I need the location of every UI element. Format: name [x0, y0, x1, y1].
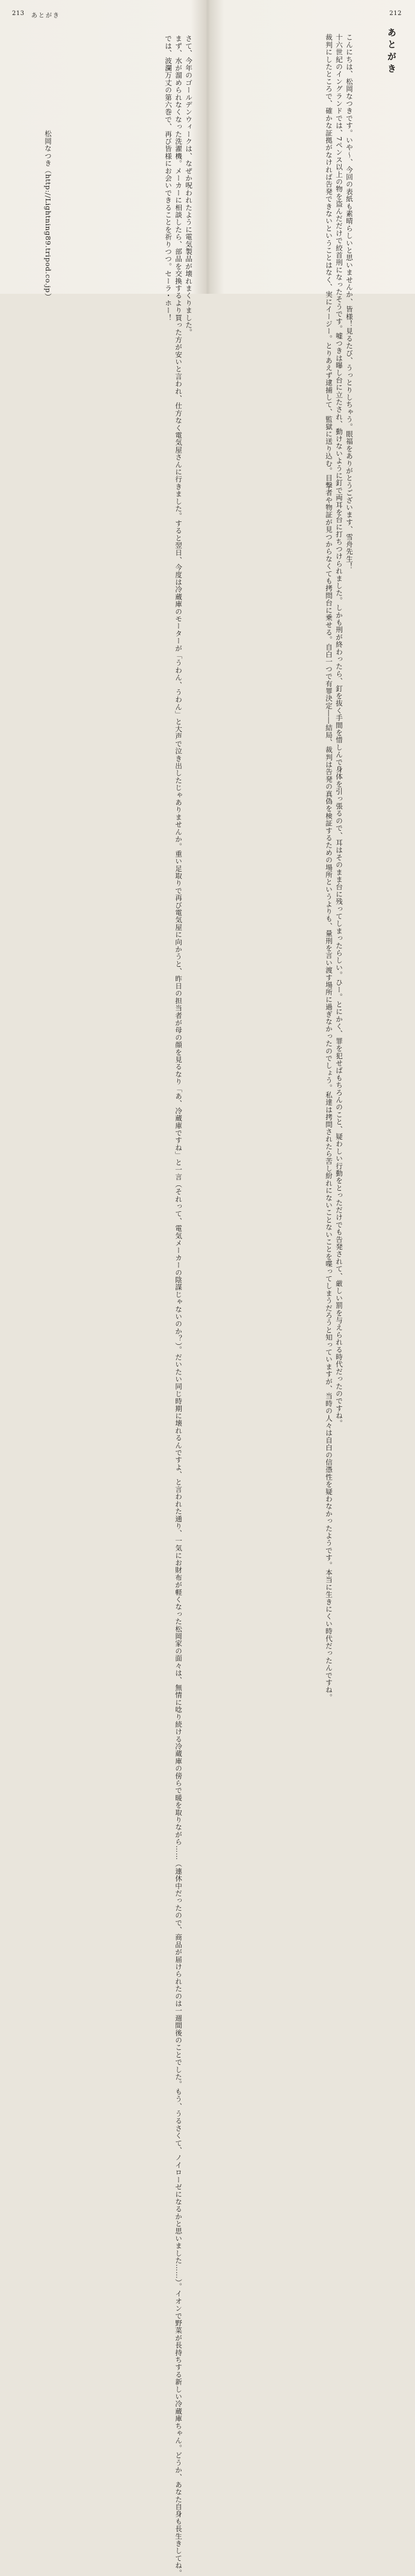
paragraph: こんにちは、松岡なつきです。いや〜、今回の表紙も素晴らしいと思いませんか、皆様！見るたび、うっとりしちゃう。眼福をありがとうございます、雪舟先生！ [345, 33, 354, 570]
page-number-right: 212 [389, 10, 402, 17]
running-head: あとがき [31, 13, 60, 19]
left-body-text [67, 28, 194, 2576]
paragraph: では、波瀾万丈の第六巻で、再び皆様にお会いできることを祈りつつ。セーラ・ホー！ [164, 34, 173, 321]
page-number-left: 213 [12, 10, 25, 17]
paragraph: 裁判にしたところで、確かな証拠がなければ告発できないということはなく、実にイージー。とりあえず逮捕して、監獄に送り込む。目撃者や物証が見つからなくても拷問台に乗せる。自白一つで有罪決定――結局、裁判は告発の真偽を検証するための場所というよりも、量刑を言い渡す場所に過ぎなかったのでしょう。私達は拷問されたら苦し紛れにないことないことを喋ってしまうだろうと知っていますが、当時の人々は自白の信憑性を疑わなかったようです。本当に生きにくい時代だったんですね。 [325, 33, 333, 1701]
paragraph: まず、水が溜められなくなった洗濯機。メーカーに相談したら、部品を交換するより買った方が安いと言われ、仕方なく電気屋さんに行きました。すると翌日、今度は冷蔵庫のモーターが「うわん、うわん」と大声で泣き出したじゃありませんか。重い足取りで再び電気屋に向かうと、昨日の担当者が母の顔を見るなり「あ、冷蔵庫ですね」と一言（それって、電気メーカーの陰謀じゃないのか？）。だいたい同じ時期に壊れるんですよ、と言われた通り、一気にお財布が軽くなった松岡家の面々は、無情に唸り続ける冷蔵庫の傍らで暖を取りながら……（連休中だったので、商品が届けられたのは一週間後のことでした。もう、うるさくて、ノイローゼになるかと思いました……）。イオンで野菜が長持ちする新しい冷蔵庫ちゃん。どうか、あなた自身も長生きしてね。 [174, 34, 183, 2576]
chapter-heading: あとがき [386, 28, 397, 76]
author-signature: 松岡なつき（http://Lightning89.tripod.co.jp） [44, 130, 52, 300]
paragraph: 十六世紀のイングランドでは、7ペンス以上の物を盗んだだけで絞首刑になったそうです。嘘つきは曝し台に立たされ、動けないように釘で両耳を台に打ちつけられました。しかも刑が終わったら、釘を抜く手間を惜しんで身体を引っ張るので、耳はそのまま台に残ってしまったらしい。ひー。とにかく、罪を犯せばもちろんのこと、疑わしい行動をとっただけでも告発されて、厳しい罰を与えられる時代だったのですね。 [335, 33, 343, 1427]
right-page [208, 0, 415, 1701]
right-body-text [223, 26, 354, 1701]
paragraph: さて、今年のゴールデンウィークは、なぜか呪われたように電気製品が壊れまくりました。 [185, 34, 193, 336]
